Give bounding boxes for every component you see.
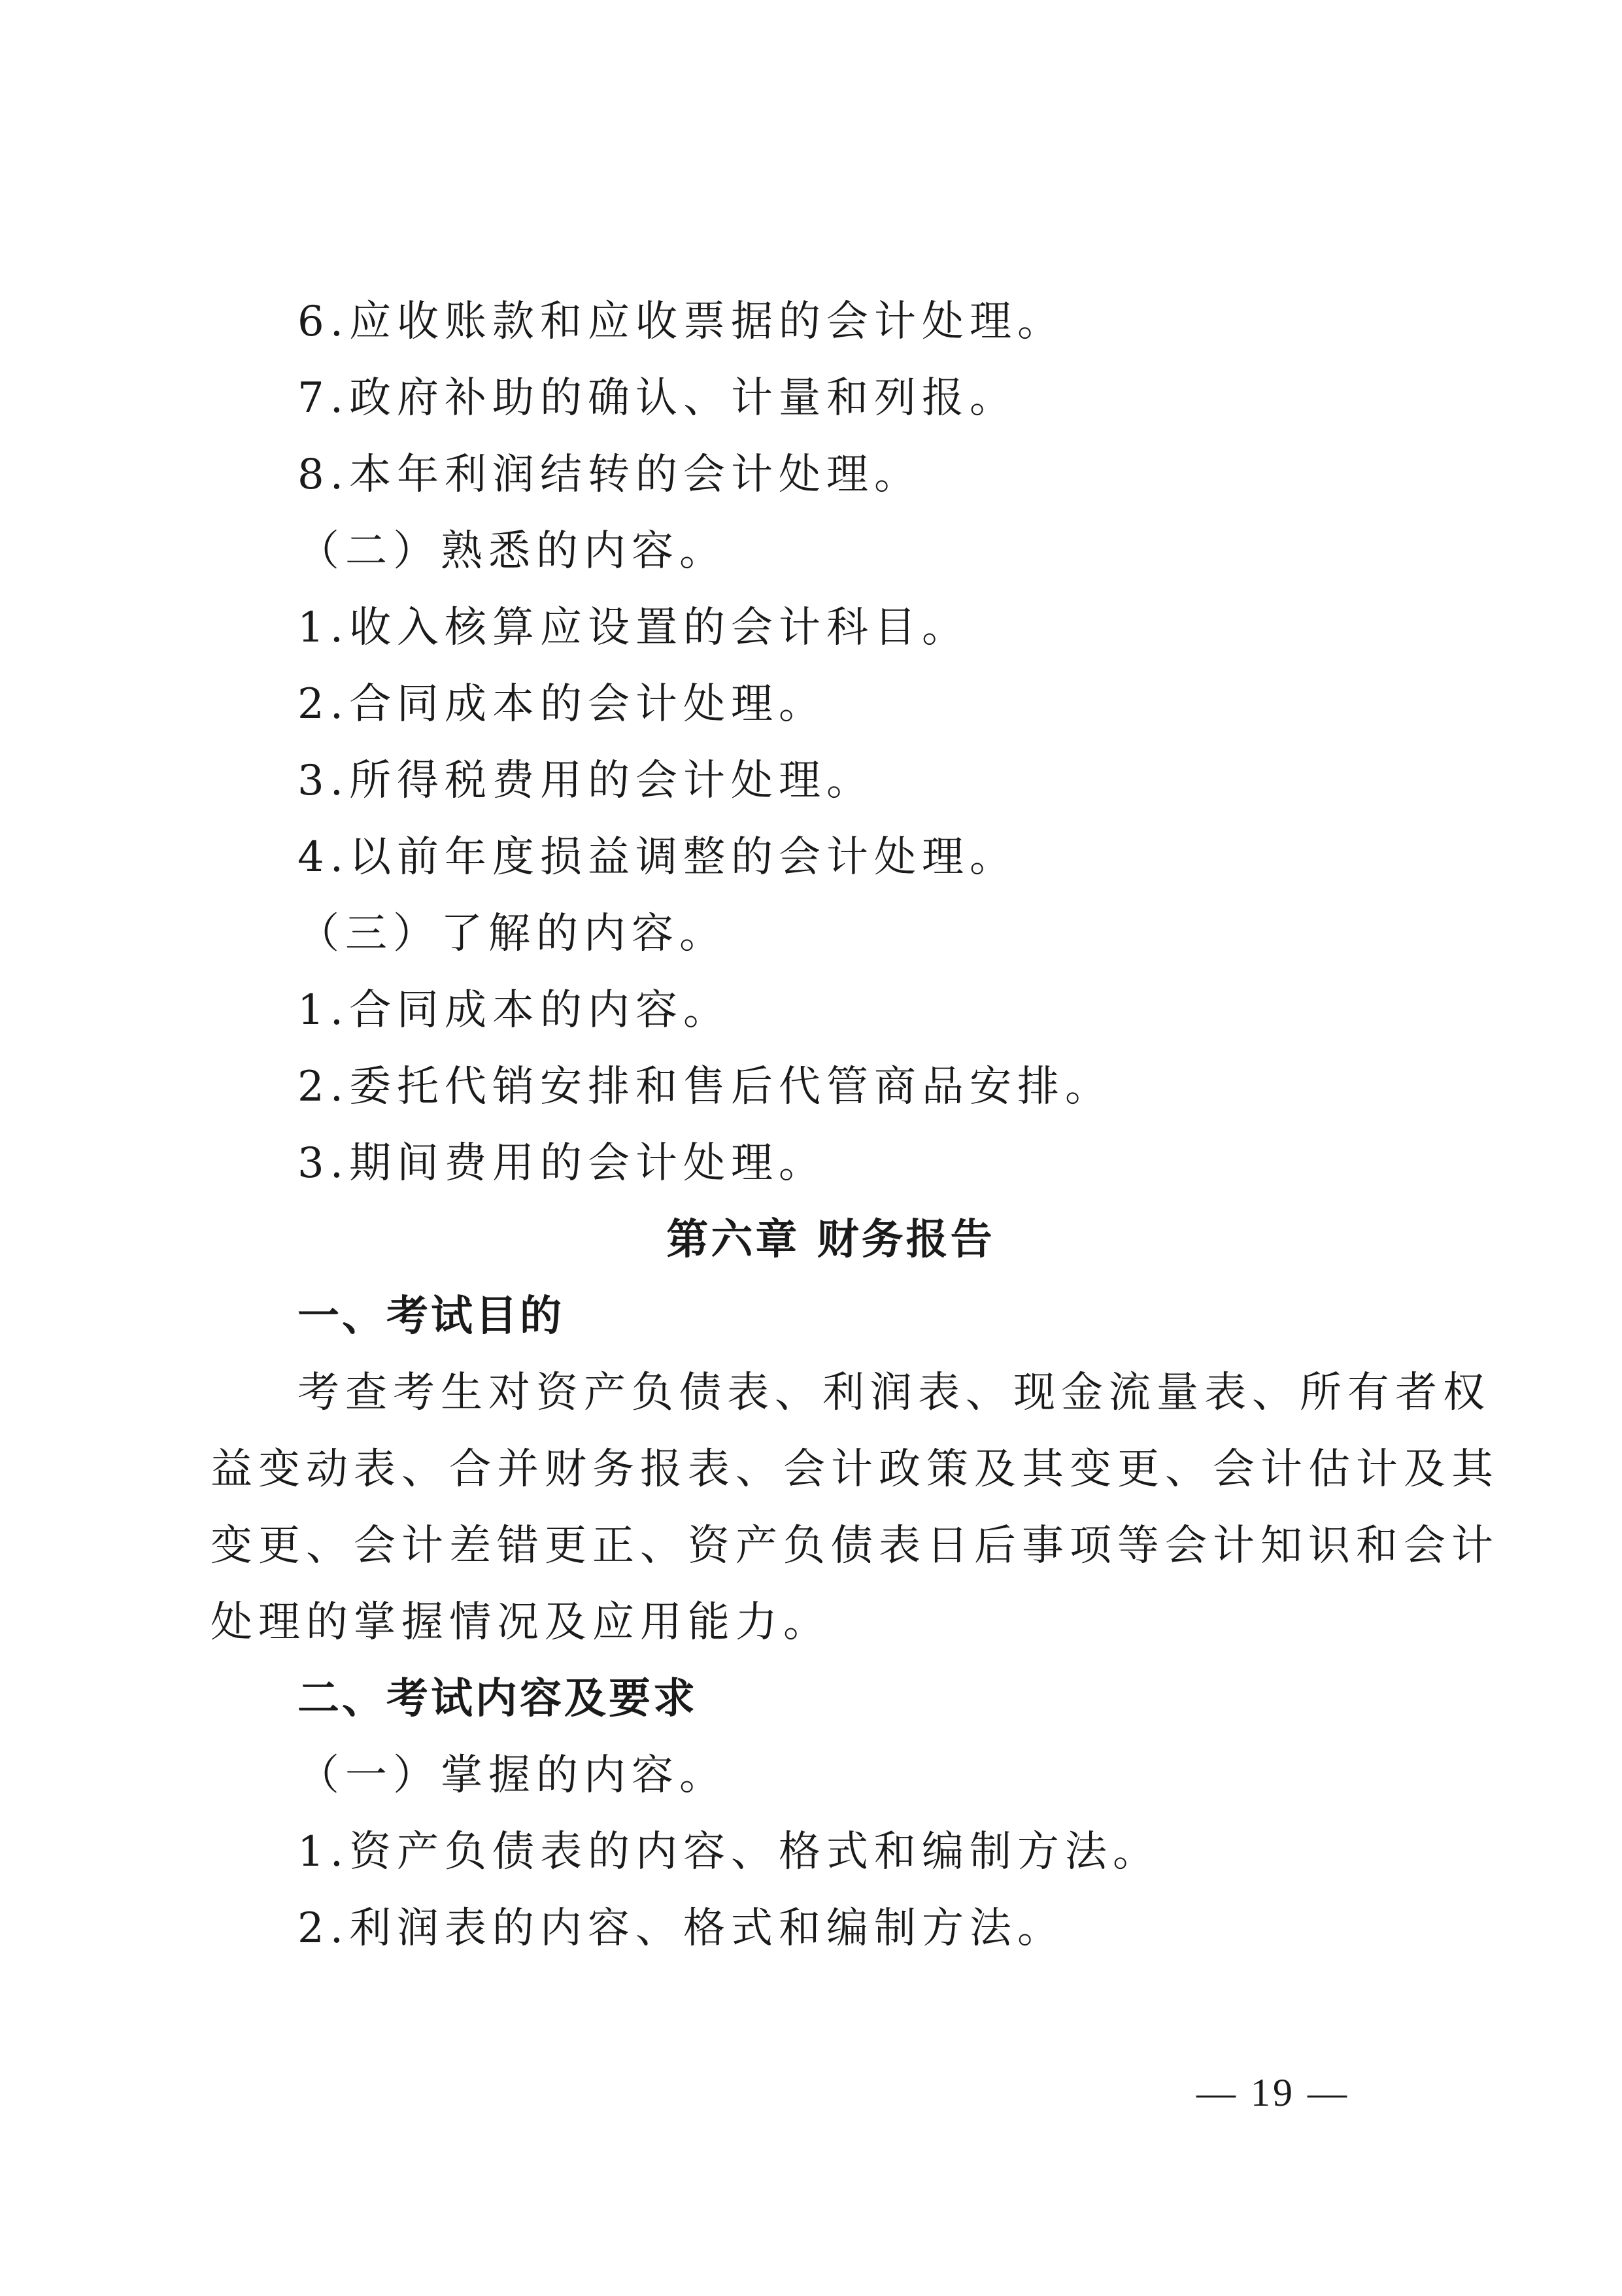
list-item: 7.政府补助的确认、计量和列报。 (297, 374, 1018, 422)
list-item: 2.委托代销安排和售后代管商品安排。 (297, 1063, 1113, 1111)
paragraph-line: 变更、会计差错更正、资产负债表日后事项等会计知识和会计 (211, 1522, 1499, 1570)
list-item: 3.期间费用的会计处理。 (297, 1139, 827, 1188)
chapter-title: 第六章 财务报告 (666, 1216, 995, 1264)
list-item: 1.收入核算应设置的会计科目。 (297, 604, 970, 652)
list-item: 1.合同成本的内容。 (297, 986, 732, 1035)
subsection-heading: （二）熟悉的内容。 (297, 527, 727, 575)
subsection-heading: （三）了解的内容。 (297, 910, 727, 958)
list-item: 2.利润表的内容、格式和编制方法。 (297, 1904, 1066, 1953)
list-item: 8.本年利润结转的会计处理。 (297, 451, 922, 499)
section-heading: 二、考试内容及要求 (297, 1675, 698, 1723)
list-item: 4.以前年度损益调整的会计处理。 (297, 833, 1018, 882)
paragraph-line: 益变动表、合并财务报表、会计政策及其变更、会计估计及其 (211, 1445, 1499, 1494)
paragraph-line: 考查考生对资产负债表、利润表、现金流量表、所有者权 (297, 1369, 1491, 1417)
section-heading: 一、考试目的 (297, 1292, 564, 1341)
paragraph-line: 处理的掌握情况及应用能力。 (211, 1598, 831, 1647)
list-item: 3.所得税费用的会计处理。 (297, 757, 875, 805)
subsection-heading: （一）掌握的内容。 (297, 1751, 727, 1800)
list-item: 2.合同成本的会计处理。 (297, 680, 827, 728)
list-item: 1.资产负债表的内容、格式和编制方法。 (297, 1828, 1161, 1876)
page-number: — 19 — (1196, 2071, 1349, 2114)
list-item: 6.应收账款和应收票据的会计处理。 (297, 298, 1066, 346)
